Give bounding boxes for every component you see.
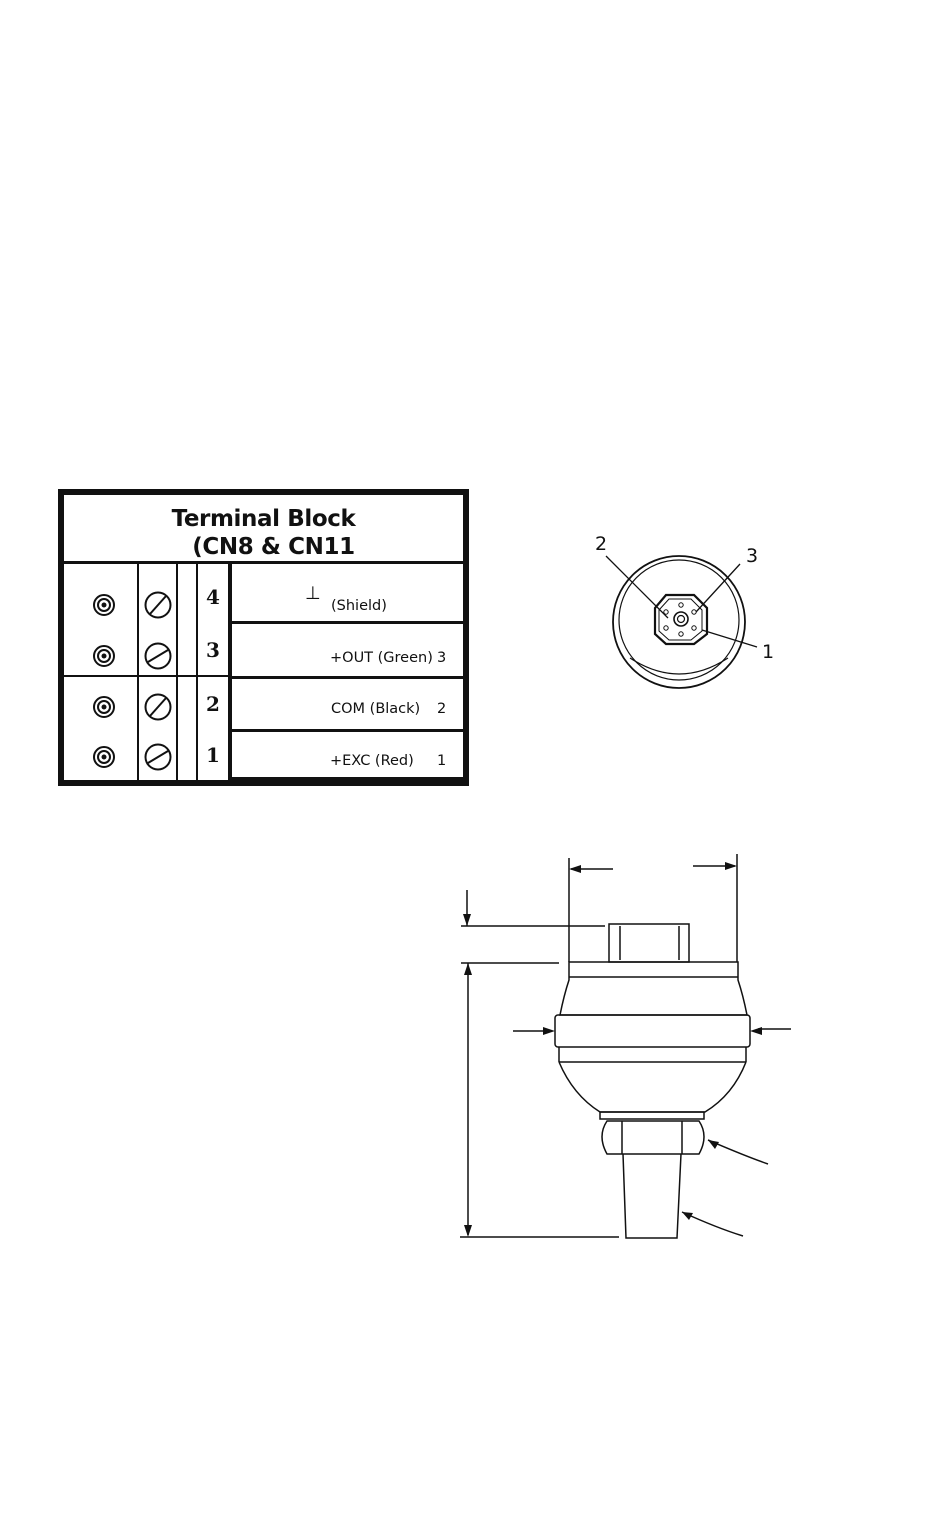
arrowhead-top-right — [725, 862, 737, 870]
sensor-hex-nut — [602, 1121, 704, 1154]
arrowhead-nut — [708, 1140, 719, 1149]
right-row-divider-1 — [230, 621, 463, 624]
wire-label-exc-red: +EXC (Red) — [330, 753, 414, 769]
slotted-screw-icon-1 — [143, 741, 175, 773]
sensor-tapered-fitting — [623, 1154, 681, 1238]
sensor-cap — [609, 924, 689, 962]
pin-label-3: 3 — [746, 545, 759, 567]
terminal-block-subtitle: (CN8 & CN11 — [192, 534, 355, 560]
sensor-upper-housing — [560, 962, 747, 1015]
right-row-divider-3 — [230, 729, 463, 732]
leader-line-3 — [696, 564, 740, 612]
sensor-middle-band — [555, 1015, 750, 1047]
wire-label-com-black: COM (Black) — [331, 701, 421, 717]
slot-column-divider — [176, 564, 178, 780]
sensor-conical-base — [559, 1062, 746, 1112]
sensor-dimension-drawing — [455, 850, 805, 1250]
pin-label-1: 1 — [762, 641, 775, 663]
screw-column-divider — [137, 564, 139, 780]
label-column-divider — [228, 564, 232, 780]
slotted-screw-icon-2 — [143, 691, 175, 723]
wire-label-out-green: +OUT (Green) — [330, 650, 433, 666]
screw-terminal-1 — [91, 744, 117, 770]
arrowhead-band-right — [750, 1027, 762, 1035]
connector-flat-bottom — [630, 658, 728, 674]
ground-symbol: ⊥ — [305, 583, 321, 604]
slotted-screw-icon-4 — [143, 589, 175, 621]
terminal-number-2: 2 — [206, 692, 220, 716]
pin-label-2: 2 — [595, 533, 608, 555]
wire-pin-1: 1 — [437, 753, 447, 769]
terminal-number-4: 4 — [206, 585, 220, 609]
screw-terminal-3 — [91, 643, 117, 669]
leader-line-2 — [606, 556, 668, 618]
wire-pin-3: 3 — [437, 650, 447, 666]
connector-center-pin — [674, 612, 688, 626]
terminal-block-table — [58, 489, 469, 786]
connector-end-view — [590, 540, 790, 695]
arrowhead-body-top — [464, 963, 472, 975]
terminal-block-header — [64, 495, 463, 564]
slotted-screw-icon-3 — [143, 640, 175, 672]
terminal-number-3: 3 — [206, 638, 220, 662]
right-bottom-rule — [230, 777, 463, 780]
leader-line-1 — [702, 630, 757, 647]
right-row-divider-2 — [230, 676, 463, 679]
wire-label-shield: (Shield) — [331, 598, 387, 614]
screw-terminal-2 — [91, 694, 117, 720]
left-row-divider — [64, 675, 230, 677]
terminal-block-title: Terminal Block — [171, 506, 356, 532]
terminal-number-1: 1 — [206, 743, 220, 767]
wire-pin-2: 2 — [437, 701, 447, 717]
arrowhead-cap-height — [463, 914, 471, 926]
arrowhead-top-left — [569, 865, 581, 873]
arrowhead-body-bottom — [464, 1225, 472, 1237]
screw-terminal-4 — [91, 592, 117, 618]
